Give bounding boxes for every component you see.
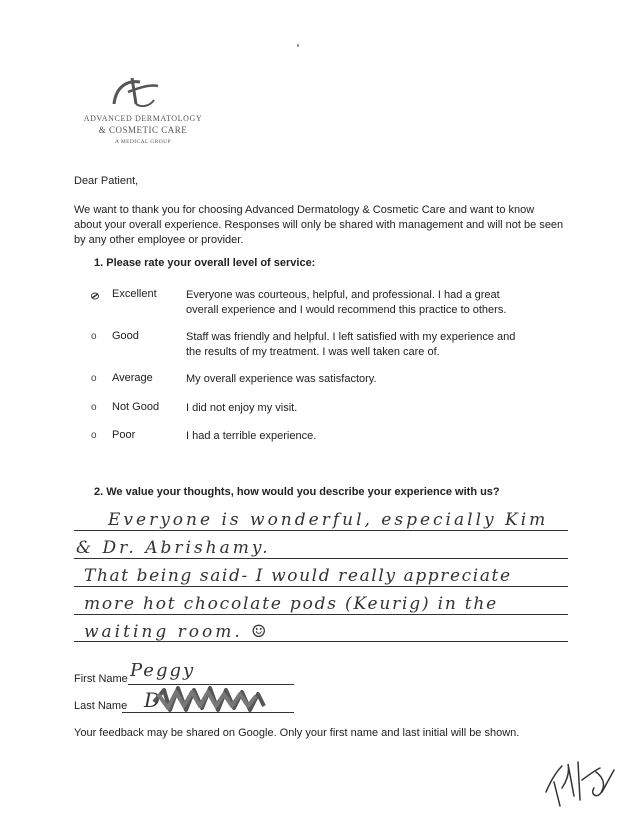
answer-area[interactable] [74,506,568,646]
radio-poor[interactable]: o [91,430,97,441]
first-name-label: First Name [74,673,128,685]
radio-not-good[interactable]: o [91,402,97,413]
option-desc-not-good: I did not enjoy my visit. [186,402,298,414]
option-label-not-good: Not Good [112,401,160,413]
answer-line [74,558,568,559]
last-name-label: Last Name [74,700,128,712]
radio-good[interactable]: o [91,331,97,342]
question-1: 1. Please rate your overall level of service: [94,257,316,269]
footer-note: Your feedback may be shared on Google. Only your first name and last initial will be shown. [74,727,520,739]
answer-line [74,614,568,615]
option-desc-excellent: Everyone was courteous, helpful, and professional. I had a great overall experience and I would recommend this practice to others. [186,289,507,316]
option-desc-good: Staff was friendly and helpful. I left satisfied with my experience and the results of my treatment. I was well taken care of. [186,331,516,358]
option-label-excellent: Excellent [112,288,157,300]
last-name-value: D [144,688,164,712]
first-name-field[interactable] [128,660,294,686]
option-label-average: Average [112,372,153,384]
answer-line [74,641,568,642]
question-2: 2. We value your thoughts, how would you describe your experience with us? [94,486,500,498]
option-desc-poor: I had a terrible experience. [186,430,317,442]
handwritten-line: more hot chocolate pods (Keurig) in the [84,594,499,614]
handwritten-line: Everyone is wonderful, especially Kim [108,510,549,530]
handwritten-line: & Dr. Abrishamy. [76,538,271,558]
logo-text [78,114,208,145]
logo-line-2: & COSMETIC CARE [98,125,188,135]
answer-line [74,530,568,531]
handwritten-line: That being said- I would really appreciate [84,566,512,586]
answer-line [74,586,568,587]
logo-icon [106,74,162,114]
signature-scribble [540,752,620,808]
radio-excellent[interactable] [89,289,101,301]
logo-line-3: A MEDICAL GROUP [115,139,171,145]
radio-average[interactable]: o [91,373,97,384]
option-label-poor: Poor [112,429,136,441]
radio-selected-icon [89,290,101,302]
stray-mark [297,44,299,47]
option-label-good: Good [112,330,139,342]
redaction-scribble [150,684,268,714]
logo-line-1: ADVANCED DERMATOLOGY [83,114,203,123]
greeting: Dear Patient, [74,175,139,187]
handwritten-line: waiting room. ☺ [84,622,270,642]
first-name-value: Peggy [130,660,196,681]
option-desc-average: My overall experience was satisfactory. [186,373,377,385]
intro-paragraph: We want to thank you for choosing Advanced Dermatology & Cosmetic Care and want to know about your overall experience. Responses will only be shared with management and will not be seen by any other employee or provider. [74,204,564,246]
